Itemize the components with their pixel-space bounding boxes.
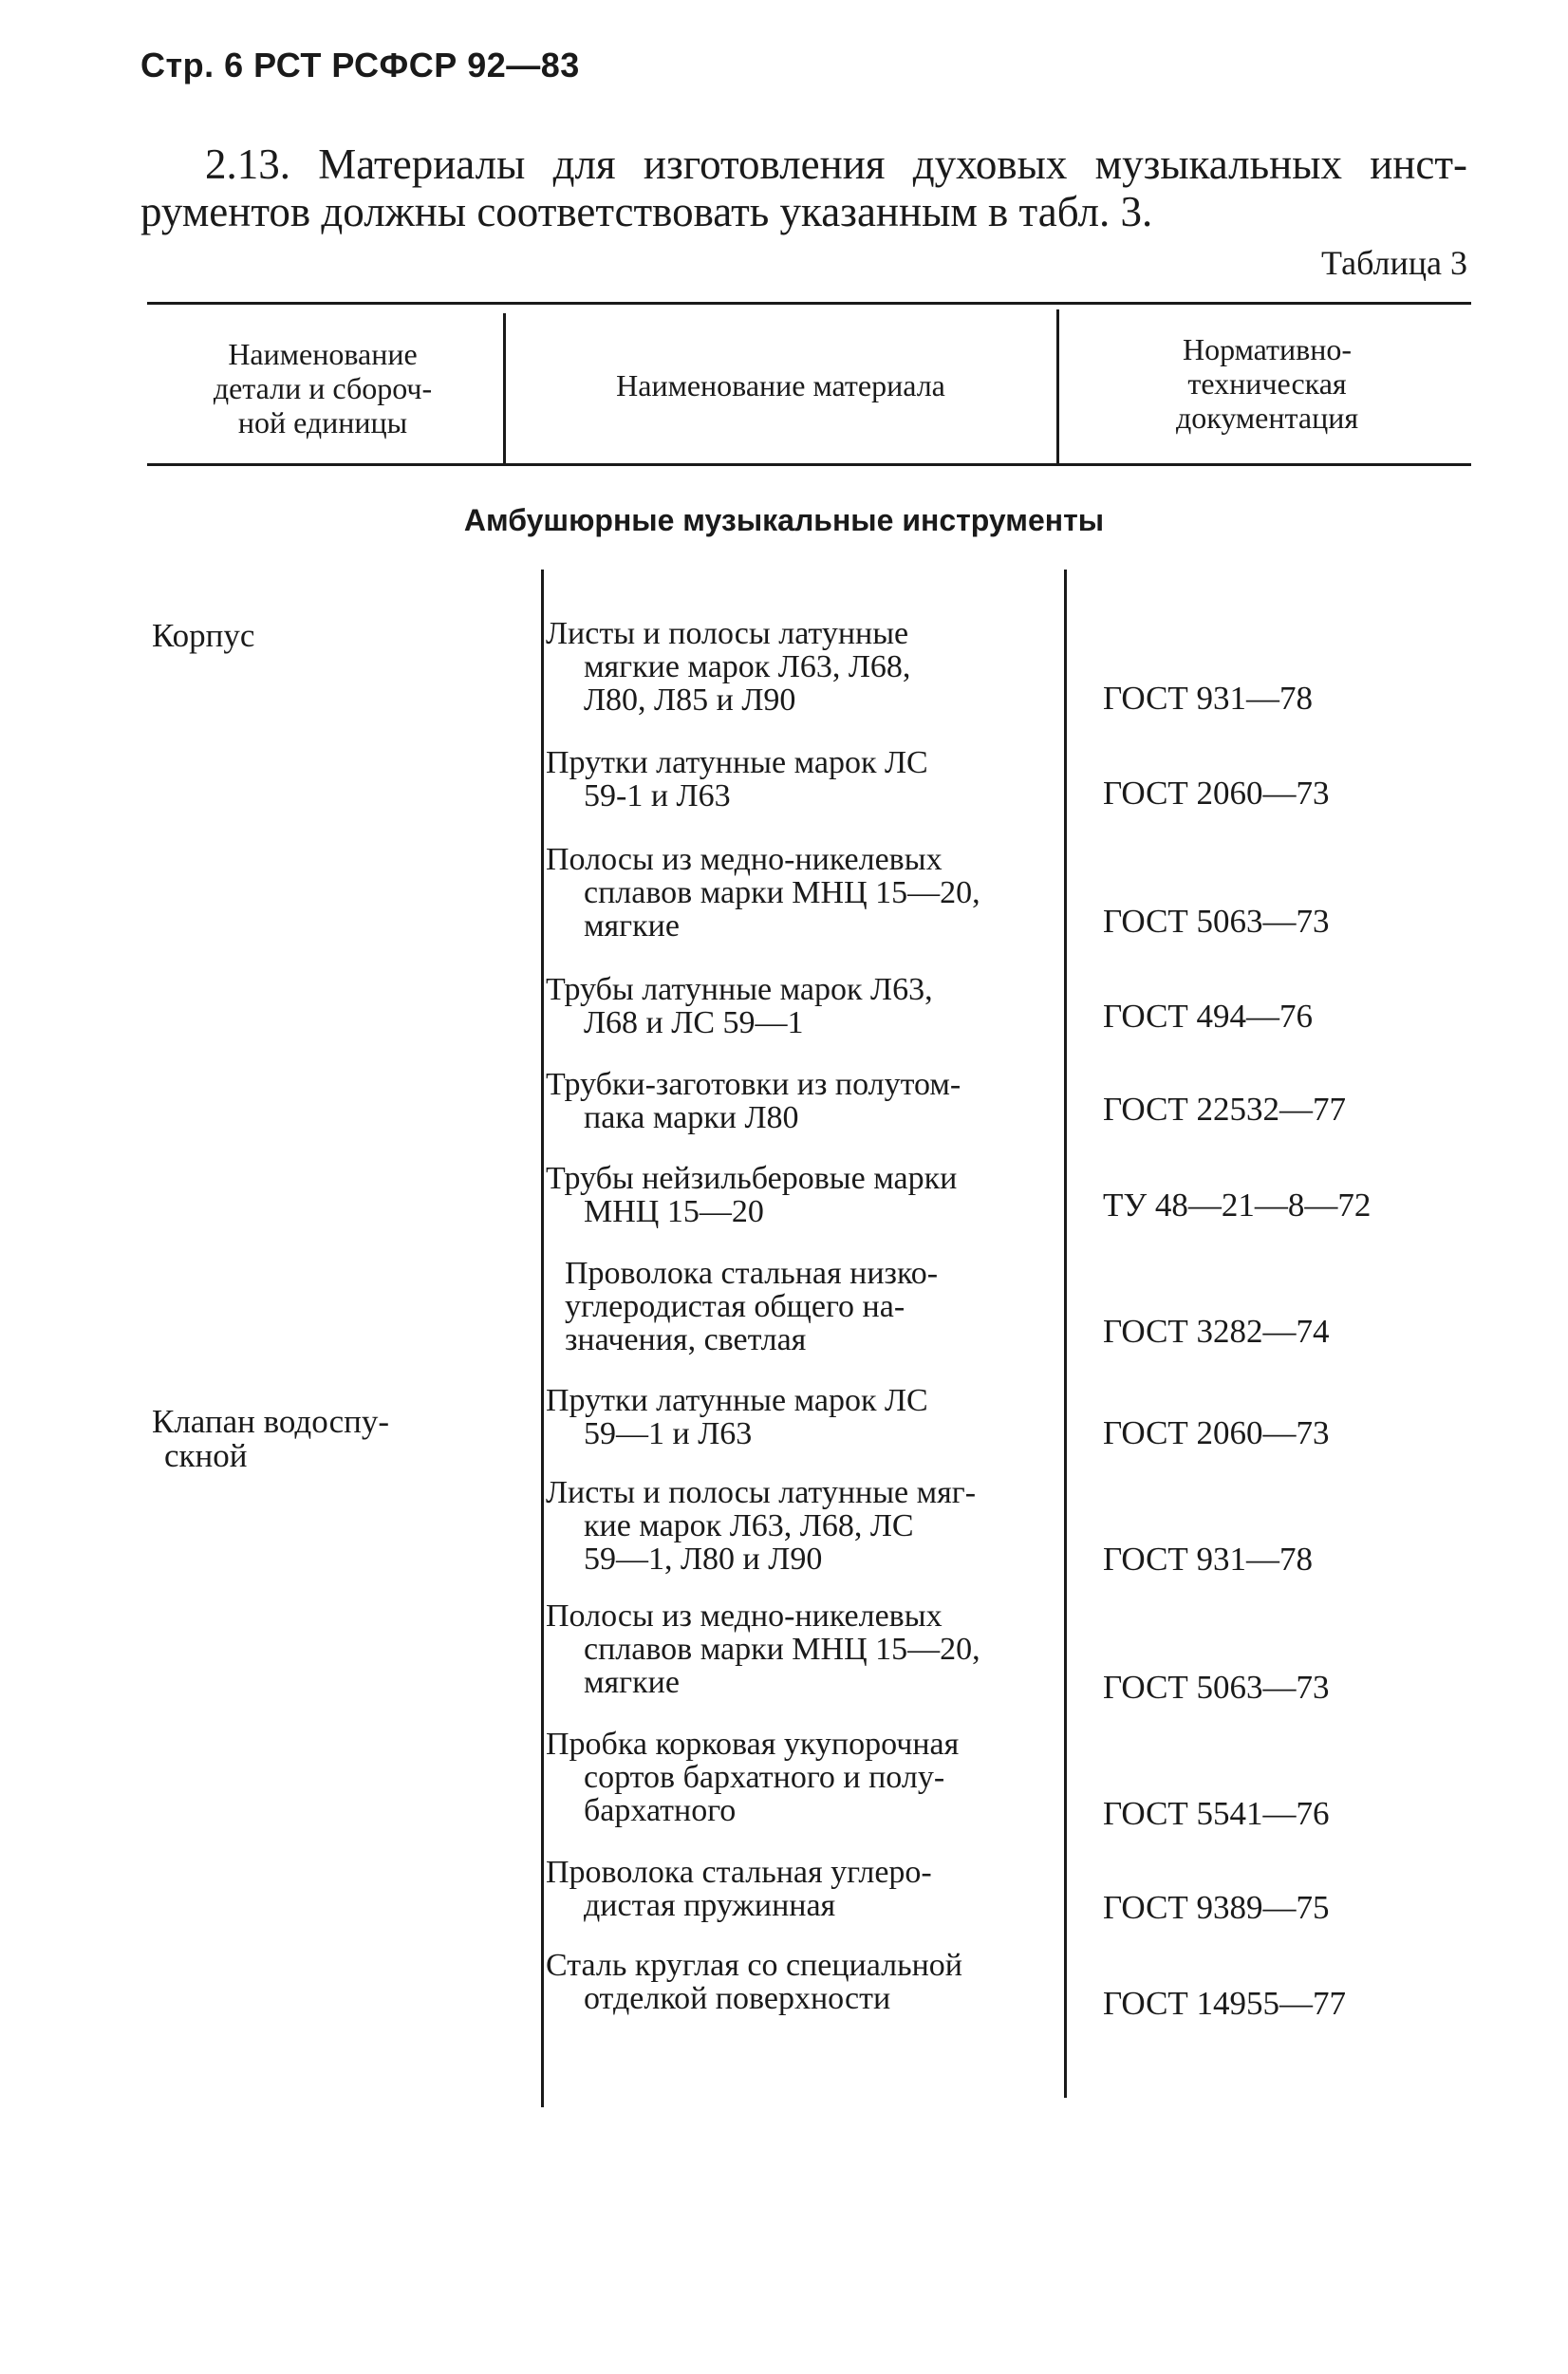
paragraph-line-2: рументов должны соответствовать указанным в табл. 3. <box>140 188 1153 235</box>
column-header-doc-line-1: Нормативно- <box>1182 332 1353 366</box>
material-line: Л68 и ЛС 59—1 <box>584 1005 804 1040</box>
material-line: мягкие <box>584 1665 680 1700</box>
doc-cell: ГОСТ 9389—75 <box>1103 1889 1330 1926</box>
material-line: МНЦ 15—20 <box>584 1194 764 1229</box>
material-cell <box>546 746 1058 813</box>
part-name <box>152 619 254 653</box>
material-line: Пробка корковая укупорочная <box>546 1727 960 1762</box>
material-line: Проволока стальная низко- <box>565 1256 939 1291</box>
column-header-material <box>513 368 1049 402</box>
material-line: 59—1 и Л63 <box>584 1416 753 1451</box>
doc-cell: ГОСТ 2060—73 <box>1103 775 1330 812</box>
doc-cell: ГОСТ 5063—73 <box>1103 903 1330 940</box>
header-divider-2 <box>1056 309 1059 465</box>
table-header-bottom-rule <box>147 463 1471 466</box>
column-header-doc <box>1063 332 1471 435</box>
page-header: Стр. 6 РСТ РСФСР 92—83 <box>140 46 580 84</box>
material-cell <box>565 1257 1077 1356</box>
header-divider-1 <box>503 313 506 465</box>
material-line: мягкие <box>584 908 680 944</box>
material-line: мягкие марок Л63, Л68, <box>584 649 911 684</box>
part-name-line: Корпус <box>152 617 255 654</box>
part-name-line: Клапан водоспу- <box>152 1403 390 1440</box>
column-header-part-line-1: Наименование <box>228 337 418 371</box>
material-cell <box>546 1384 1058 1450</box>
material-line: Сталь круглая со специальной <box>546 1948 962 1983</box>
paragraph-line-1: 2.13. Материалы для изготовления духовых музыкальных инст- <box>205 140 1467 188</box>
material-line: сортов бархатного и полу- <box>584 1760 945 1795</box>
material-line: 59-1 и Л63 <box>584 778 731 813</box>
column-header-material-label: Наименование материала <box>616 368 945 402</box>
part-name <box>152 1405 389 1473</box>
material-cell <box>546 1476 1058 1576</box>
material-cell <box>546 1068 1058 1134</box>
column-header-part <box>152 337 494 439</box>
material-line: Листы и полосы латунные мяг- <box>546 1475 977 1510</box>
doc-cell: ГОСТ 5541—76 <box>1103 1795 1330 1832</box>
material-line: Трубы латунные марок Л63, <box>546 972 933 1007</box>
material-line: Листы и полосы латунные <box>546 616 909 651</box>
material-line: Полосы из медно-никелевых <box>546 1598 943 1634</box>
doc-cell: ГОСТ 2060—73 <box>1103 1414 1330 1451</box>
doc-cell: ГОСТ 5063—73 <box>1103 1669 1330 1706</box>
section-title: Амбушюрные музыкальные инструменты <box>463 503 1105 537</box>
material-cell <box>546 973 1058 1039</box>
body-divider-1 <box>541 570 544 2107</box>
material-cell <box>546 843 1058 943</box>
material-line: значения, светлая <box>565 1322 807 1357</box>
material-line: Л80, Л85 и Л90 <box>584 682 796 718</box>
material-cell <box>546 1728 1058 1827</box>
material-line: Прутки латунные марок ЛС <box>546 745 928 780</box>
intro-paragraph <box>140 140 1467 235</box>
material-line: пака марки Л80 <box>584 1100 799 1135</box>
part-name-line: скной <box>164 1437 248 1474</box>
doc-cell: ГОСТ 22532—77 <box>1103 1091 1347 1128</box>
material-line: отделкой поверхности <box>584 1981 891 2016</box>
material-cell <box>546 1162 1058 1228</box>
material-line: дистая пружинная <box>584 1888 836 1923</box>
material-line: бархатного <box>584 1793 737 1828</box>
column-header-doc-line-2: техническая <box>1187 366 1347 401</box>
column-header-part-line-3: ной единицы <box>237 405 408 439</box>
doc-cell: ГОСТ 3282—74 <box>1103 1313 1330 1350</box>
material-cell <box>546 1856 1058 1922</box>
doc-cell: ГОСТ 931—78 <box>1103 680 1314 717</box>
material-cell <box>546 1949 1058 2015</box>
material-line: Трубы нейзильберовые марки <box>546 1161 958 1196</box>
material-line: сплавов марки МНЦ 15—20, <box>584 875 980 910</box>
doc-cell: ГОСТ 931—78 <box>1103 1541 1314 1578</box>
material-line: Проволока стальная углеро- <box>546 1855 932 1890</box>
column-header-doc-line-3: документация <box>1175 401 1359 435</box>
column-header-part-line-2: детали и сбороч- <box>213 371 433 405</box>
material-line: Полосы из медно-никелевых <box>546 842 943 877</box>
doc-cell: ГОСТ 14955—77 <box>1103 1985 1347 2022</box>
material-line: Прутки латунные марок ЛС <box>546 1383 928 1418</box>
table-top-rule <box>147 302 1471 305</box>
material-cell <box>546 617 1058 717</box>
doc-cell: ТУ 48—21—8—72 <box>1103 1187 1372 1224</box>
material-line: сплавов марки МНЦ 15—20, <box>584 1632 980 1667</box>
material-line: кие марок Л63, Л68, ЛС <box>584 1508 914 1543</box>
material-line: 59—1, Л80 и Л90 <box>584 1542 823 1577</box>
doc-cell: ГОСТ 494—76 <box>1103 998 1314 1035</box>
material-line: Трубки-заготовки из полутом- <box>546 1067 961 1102</box>
material-cell <box>546 1599 1058 1699</box>
table-caption: Таблица 3 <box>1321 244 1467 282</box>
material-line: углеродистая общего на- <box>565 1289 905 1324</box>
